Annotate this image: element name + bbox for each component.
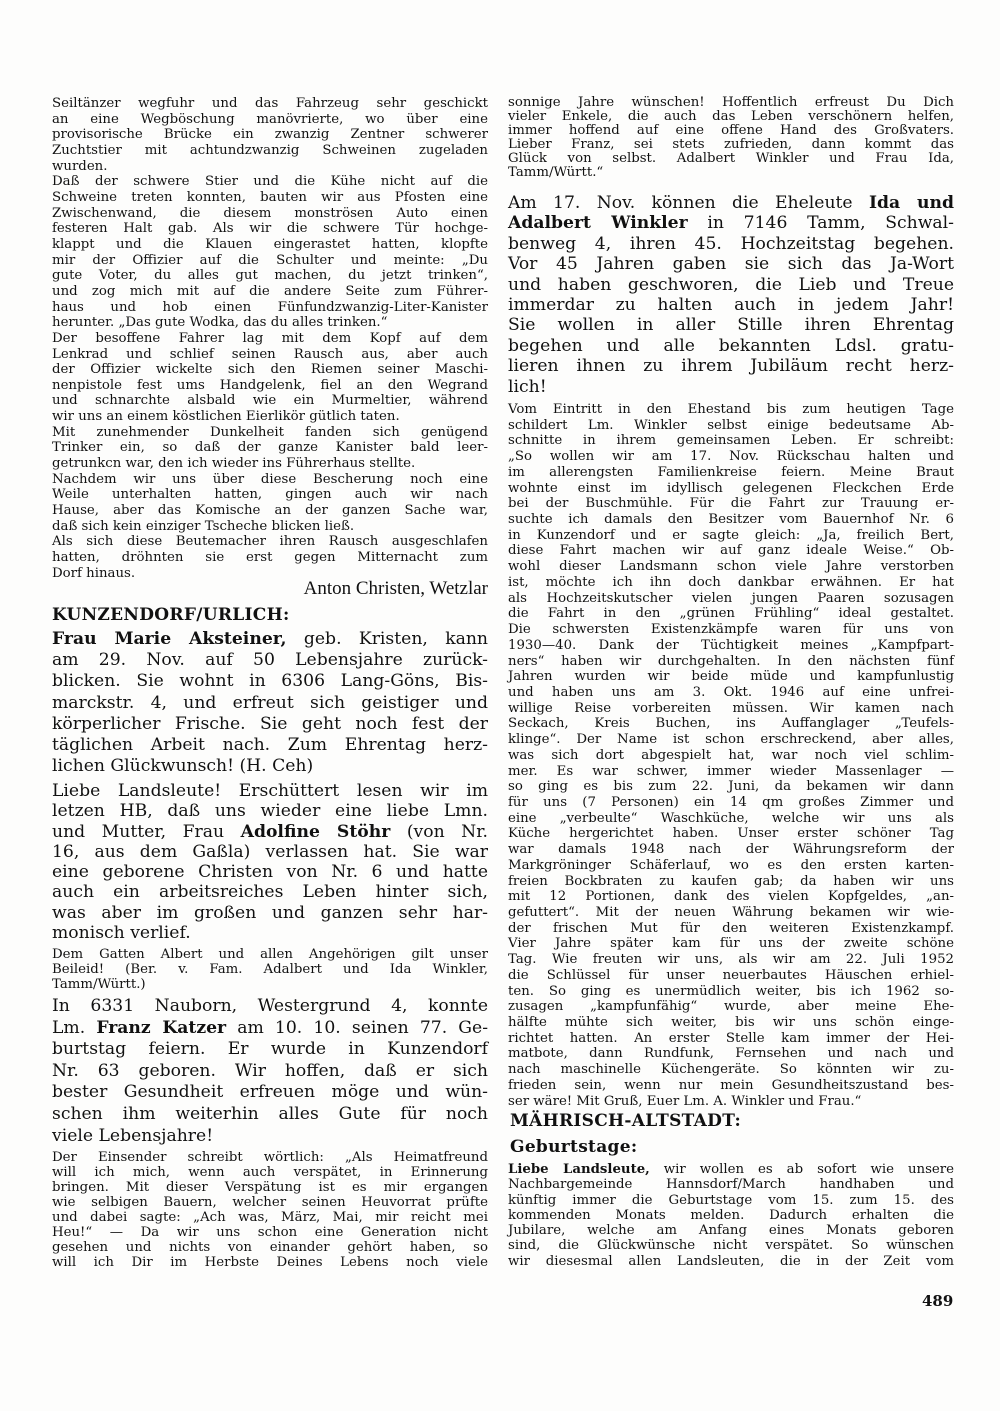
paragraph bbox=[52, 174, 488, 331]
section-heading-maehrisch-altstadt: MÄHRISCH-ALTSTADT: bbox=[510, 1111, 742, 1131]
text-line: was aber im großen und ganzen sehr har- bbox=[52, 902, 488, 923]
text-line: täglichen Arbeit nach. Zum Ehrentag herz- bbox=[52, 735, 488, 756]
text-line: Nr. 63 geboren. Wir hoffen, daß er sich bbox=[52, 1060, 488, 1081]
text-line: Nachbargemeinde Hannsdorf/March handhaben und bbox=[508, 1177, 954, 1193]
text-line: Zuchtstier mit achtundzwanzig Schweinen zugeladen bbox=[52, 142, 488, 158]
text-line: lieren ihnen zu ihrem Jubiläum recht herz- bbox=[508, 356, 954, 377]
text-line: benweg 4, ihren 45. Hochzeitstag begehen. bbox=[508, 233, 954, 254]
text-line: suchte ich damals den Besitzer vom Bauernhof Nr. 6 bbox=[508, 512, 954, 528]
text-line: mer. Es war schwer, immer wieder Massenlager — bbox=[508, 763, 954, 779]
text-line: daß sich kein einziger Tscheche blicken ließ. bbox=[52, 518, 355, 534]
paragraph bbox=[52, 96, 488, 174]
text-line: Jubilare, welche am Anfang eines Monats geboren bbox=[508, 1223, 954, 1239]
text-line: Der Einsender schreibt wörtlich: „Als Heimatfreund bbox=[52, 1150, 488, 1165]
text-line: der Offizier wickelte sich den Riemen seiner Maschi- bbox=[52, 362, 488, 378]
text-line: Hause, aber das Komische an der ganzen Sache war, bbox=[52, 503, 488, 519]
text-line: diese Fahrt machen wir auf ganz ideale Weise.“ Ob- bbox=[508, 543, 954, 559]
text-line: zusagen „kampfunfähig“ wurde, aber meine Ehe- bbox=[508, 999, 954, 1015]
bold-name: Liebe Landsleute, bbox=[508, 1162, 650, 1177]
text-line: Trinker ein, so daß der ganze Kanister bald leer- bbox=[52, 440, 488, 456]
article-story-text bbox=[52, 96, 488, 581]
text-line: Jahren wurden wir beide müde und kampfunlustig bbox=[508, 669, 954, 685]
text-line: ners“ haben wir durchgehalten. In den nächsten fünf bbox=[508, 653, 954, 669]
text-line: schnitte in ihrem gemeinsamen Leben. Er schreibt: bbox=[508, 433, 954, 449]
text-line: auch ein arbeitsreiches Leben hinter sich, bbox=[52, 882, 488, 903]
text-line: Küche hergerichtet haben. Unser erster schöner Tag bbox=[508, 826, 954, 842]
text-line: die Fahrt in den „grünen Frühling“ ideal gestaltet. bbox=[508, 606, 954, 622]
section-heading-kunzendorf: KUNZENDORF/URLICH: bbox=[52, 605, 290, 625]
paragraph bbox=[508, 193, 954, 397]
paragraph bbox=[508, 1162, 954, 1269]
text-line: gute Voter, du alles gut machen, du jetzt trinken“, bbox=[52, 268, 488, 284]
text-line: „So wollen wir am 17. Nov. Rückschau halten und bbox=[508, 449, 954, 465]
text-line: Vom Eintritt in den Ehestand bis zum heutigen Tage bbox=[508, 402, 954, 417]
letter-ehestand bbox=[508, 402, 954, 1109]
text-line: bester Gesundheit erfreuen möge und wün- bbox=[52, 1082, 488, 1103]
text-line: und haben geschworen, die Lieb und Treue bbox=[508, 274, 954, 295]
text-line: Mit zunehmender Dunkelheit fanden sich genügend bbox=[52, 424, 488, 440]
text-line: Liebe Landsleute! Erschüttert lesen wir im bbox=[52, 781, 488, 801]
text-line: Glück von selbst. Adalbert Winkler und Frau Ida, bbox=[508, 151, 954, 166]
text-line: Tamm/Württ.) bbox=[52, 977, 146, 992]
paragraph bbox=[52, 331, 488, 425]
text-line: provisorische Brücke ein zwanzig Zentner schwerer bbox=[52, 127, 488, 143]
text-line: und zog mich mit auf die andere Seite zum Führer- bbox=[52, 283, 488, 299]
paragraph bbox=[52, 629, 488, 777]
text-line: mit 12 Portionen, dank des vielen Kopfgeldes, „an- bbox=[508, 889, 954, 905]
text-line: In 6331 Nauborn, Westergrund 4, konnte bbox=[52, 996, 488, 1016]
text-line: wie selbigen Bauern, welcher seinen Heuvorrat prüfte bbox=[52, 1195, 488, 1210]
text-line: sind, die Glückwünsche nicht verspätet. So wünschen bbox=[508, 1238, 954, 1254]
text-line: will ich mich, wenn auch verspätet, in Erinnerung bbox=[52, 1165, 488, 1180]
text-line: ser wäre! Mit Gruß, Euer Lm. A. Winkler und Frau.“ bbox=[508, 1093, 862, 1109]
text-line: burtstag feiern. Er wurde in Kunzendorf bbox=[52, 1039, 488, 1060]
text-line: freien Bockbraten zu kaufen gab; da haben wir uns bbox=[508, 873, 954, 889]
text-line: Dorf hinaus. bbox=[52, 565, 136, 581]
bold-name: Adalbert Winkler bbox=[508, 213, 688, 234]
text-line: letzen HB, daß uns wieder eine liebe Lmn. bbox=[52, 801, 488, 822]
text-line: ist, möchte ich ihn doch dankbar erwähnen. Er hat bbox=[508, 574, 954, 590]
text-line: Liebe Landsleute, wir wollen es ab sofort wie unsere bbox=[508, 1162, 954, 1177]
text-line: mir der Offizier auf die Schulter und meinte: „Du bbox=[52, 252, 488, 268]
paragraph bbox=[52, 425, 488, 472]
bold-name: Franz Katzer bbox=[96, 1017, 227, 1038]
text-line: ten. So ging es unermüdlich weiter, bis ich 1962 so- bbox=[508, 983, 954, 999]
text-line: eine geborene Christen von Nr. 6 und hatte bbox=[52, 862, 488, 883]
text-line: Weile unterhalten hatten, gingen auch wir nach bbox=[52, 487, 488, 503]
bold-name: Ida und bbox=[868, 193, 954, 213]
text-line: wir diesesmal allen Landsleuten, die in der Zeit vom bbox=[508, 1253, 954, 1269]
text-line: Seiltänzer wegfuhr und das Fahrzeug sehr geschickt bbox=[52, 96, 488, 111]
text-line: Adalbert Winkler in 7146 Tamm, Schwal- bbox=[508, 213, 954, 234]
text-line: klappt und die Klauen eingerastet hatten, klopfte bbox=[52, 236, 488, 252]
text-line: für uns (7 Personen) ein 14 qm großes Zimmer und bbox=[508, 794, 954, 810]
notice-geburtstage bbox=[508, 1162, 954, 1269]
text-line: was sich dort abgespielt hat, war noch viel schlim- bbox=[508, 747, 954, 763]
text-line: nach maschinelle Küchengeräte. So könnten wir zu- bbox=[508, 1062, 954, 1078]
letter-einsender bbox=[52, 1150, 488, 1270]
text-line: bei der Buschmühle. Für die Fahrt zur Trauung er- bbox=[508, 496, 954, 512]
text-line: in Kunzendorf und er sagte gleich: „Ja, freilich Bert, bbox=[508, 527, 954, 543]
text-line: Dem Gatten Albert und allen Angehörigen gilt unser bbox=[52, 947, 488, 962]
text-line: gefuttert“. Mit der neuen Währung bekamen wir wie- bbox=[508, 905, 954, 920]
text-line: Tamm/Württ.“ bbox=[508, 165, 604, 180]
text-line: Daß der schwere Stier und die Kühe nicht auf die bbox=[52, 174, 488, 190]
text-line: klinge“. Der Name ist schon erschreckend, aber alles, bbox=[508, 732, 954, 748]
text-line: begehen und alle bekannten Ldsl. gratu- bbox=[508, 335, 954, 356]
text-line: matbote, dann Rundfunk, Fernsehen und nach und bbox=[508, 1046, 954, 1062]
text-line: war damals 1948 nach der Währungsreform der bbox=[508, 842, 954, 858]
text-line: immerdar zu halten auch in jedem Jahr! bbox=[508, 295, 954, 316]
text-line: wir uns an einem köstlichen Eierlikör gütlich taten. bbox=[52, 409, 400, 425]
text-line: und schnarchte alsbald wie ein Murmeltier, während bbox=[52, 393, 488, 409]
paragraph bbox=[52, 1150, 488, 1270]
text-line: eine „verbeulte“ Waschküche, welche wir uns als bbox=[508, 810, 954, 826]
text-line: willige Reise vorbereiten müssen. Wir kamen nach bbox=[508, 700, 954, 716]
text-line: schen ihm weiterhin alles Gute für noch bbox=[52, 1103, 488, 1124]
text-line: kommenden Monats melden. Dadurch erhalten die bbox=[508, 1207, 954, 1223]
text-line: Schweine treten konnten, bauten wir aus Pfosten eine bbox=[52, 189, 488, 205]
text-line: am 29. Nov. auf 50 Lebensjahre zurück- bbox=[52, 650, 488, 671]
text-line: vieler Enkele, die auch das Leben verschönern helfen, bbox=[508, 109, 954, 124]
text-line: Nachdem wir uns über diese Bescherung noch eine bbox=[52, 471, 488, 487]
text-line: sonnige Jahre wünschen! Hoffentlich erfreust Du Dich bbox=[508, 95, 954, 110]
text-line: Lenkrad und schlief seinen Rausch aus, aber auch bbox=[52, 346, 488, 362]
text-line: als Hochzeitskutscher vielen jungen Paaren sozusagen bbox=[508, 590, 954, 606]
paragraph bbox=[52, 472, 488, 535]
text-line: Vor 45 Jahren gaben sie sich das Ja-Wort bbox=[508, 254, 954, 275]
paragraph bbox=[52, 534, 488, 581]
paragraph bbox=[508, 402, 954, 1109]
text-line: herunter. „Das gute Wodka, das du alles trinken.“ bbox=[52, 315, 388, 331]
text-line: 1930—40. Dank der Tüchtigkeit meines „Kampfpart- bbox=[508, 637, 954, 653]
text-line: viele Lebensjahre! bbox=[52, 1125, 214, 1146]
text-line: und dabei sagte: „Ach was, März, Mai, mir reicht mei bbox=[52, 1210, 488, 1225]
text-line: Am 17. Nov. können die Eheleute Ida und bbox=[508, 193, 954, 213]
subheading-geburtstage: Geburtstage: bbox=[510, 1137, 638, 1157]
text-line: Markgröninger Schäferlauf, wo es den ersten karten- bbox=[508, 857, 954, 873]
text-line: Die schwersten Existenzkämpfe waren für uns von bbox=[508, 622, 954, 638]
text-line: frieden sein, wenn nur mein Gesundheitszustand bes- bbox=[508, 1077, 954, 1093]
notice-winkler bbox=[508, 193, 954, 397]
text-line: getrunkcn war, den ich wieder ins Führerhaus stellte. bbox=[52, 456, 416, 472]
text-line: festeren Halt gab. Als wir die schwere Tür hochge- bbox=[52, 221, 488, 237]
text-line: künftig immer die Geburtstage vom 15. zum 15. des bbox=[508, 1192, 954, 1208]
text-line: immer hoffend auf eine offene Hand des Großvaters. bbox=[508, 123, 954, 138]
text-line: marckstr. 4, und erfreut sich geistiger und bbox=[52, 692, 488, 713]
text-line: gesehen und nichts von einander gehört haben, so bbox=[52, 1240, 488, 1255]
text-line: 16, aus dem Gaßla) verlassen hat. Sie war bbox=[52, 841, 488, 862]
text-line: Als sich diese Beutemacher ihren Rausch ausgeschlafen bbox=[52, 534, 488, 550]
letter-continuation bbox=[508, 96, 954, 180]
bold-name: Adolfine Stöhr bbox=[240, 821, 391, 842]
text-line: Lieber Franz, sei stets zufrieden, dann kommt das bbox=[508, 137, 954, 152]
text-line: hälfte mühte sich weiter, bis wir uns schön einge- bbox=[508, 1015, 954, 1031]
text-line: Sie wollen in aller Stille ihren Ehrentag bbox=[508, 315, 954, 336]
text-line: richtet hatten. An erster Stelle kam immer der Hei- bbox=[508, 1030, 954, 1046]
notice-aksteiner bbox=[52, 629, 488, 777]
paragraph bbox=[52, 781, 488, 943]
text-line: so ging es bis zum 22. Juni, da bekamen wir dann bbox=[508, 779, 954, 795]
text-line: Frau Marie Aksteiner, geb. Kristen, kann bbox=[52, 629, 488, 649]
text-line: Heu!“ — Da wir uns schon eine Generation nicht bbox=[52, 1225, 488, 1240]
text-line: körperlicher Frische. Sie geht noch fest der bbox=[52, 713, 488, 734]
text-line: haus und hob einen Fünfundzwanzig-Liter-Kanister bbox=[52, 299, 488, 315]
text-line: hatten, dröhnten sie erst gegen Mitternacht zum bbox=[52, 550, 488, 566]
text-line: wurden. bbox=[52, 158, 108, 174]
text-line: und Mutter, Frau Adolfine Stöhr (von Nr. bbox=[52, 821, 488, 842]
text-line: lichen Glückwunsch! (H. Ceh) bbox=[52, 756, 314, 777]
text-line: nenpistole fest ums Handgelenk, fiel an den Wegrand bbox=[52, 377, 488, 393]
notice-stoehr bbox=[52, 781, 488, 943]
author-signature: Anton Christen, Wetzlar bbox=[303, 578, 488, 599]
notice-beileid bbox=[52, 947, 488, 992]
text-line: wohl dieser Landsmann schon viele Jahre verstorben bbox=[508, 559, 954, 575]
text-line: bringen. Mit dieser Verspätung ist es mir ergangen bbox=[52, 1180, 488, 1195]
text-line: und haben uns am 3. Okt. 1946 auf eine unfrei- bbox=[508, 684, 954, 700]
page-number: 489 bbox=[922, 1292, 954, 1310]
paragraph bbox=[52, 947, 488, 992]
text-line: Lm. Franz Katzer am 10. 10. seinen 77. Ge- bbox=[52, 1017, 488, 1038]
text-line: lich! bbox=[508, 376, 547, 397]
text-line: wohnte einst im idyllisch gelegenen Fleckchen Erde bbox=[508, 480, 954, 496]
text-line: der frischen Mut für den weiteren Existenzkampf. bbox=[508, 920, 954, 936]
text-line: Zwischenwand, die diesem monströsen Auto einen bbox=[52, 205, 488, 221]
text-line: will ich Dir im Herbste Deines Lebens noch viele bbox=[52, 1255, 488, 1270]
text-line: blicken. Sie wohnt in 6306 Lang-Göns, Bis- bbox=[52, 671, 488, 692]
text-line: Seckach, Kreis Buchen, ins Auffanglager „Teufels- bbox=[508, 716, 954, 732]
paragraph bbox=[52, 996, 488, 1147]
bold-name: Frau Marie Aksteiner, bbox=[52, 629, 287, 649]
text-line: Der besoffene Fahrer lag mit dem Kopf auf dem bbox=[52, 330, 488, 346]
text-line: an eine Wegböschung manövrierte, wo über eine bbox=[52, 111, 488, 127]
text-line: die Schlüssel für unser neuerbautes Häuschen erhiel- bbox=[508, 967, 954, 983]
text-line: Beileid! (Ber. v. Fam. Adalbert und Ida Winkler, bbox=[52, 962, 488, 977]
paragraph bbox=[508, 96, 954, 180]
text-line: Vier Jahre später kam für uns der zweite schöne bbox=[508, 936, 954, 952]
notice-katzer bbox=[52, 996, 488, 1147]
text-line: schildert Lm. Winkler selbst einige bedeutsame Ab- bbox=[508, 417, 954, 433]
text-line: im allerengsten Familienkreise feiern. Meine Braut bbox=[508, 464, 954, 480]
text-line: monisch verlief. bbox=[52, 923, 191, 944]
text-line: Tag. Wie freuten wir uns, als wir am 22. Juli 1952 bbox=[508, 952, 954, 968]
